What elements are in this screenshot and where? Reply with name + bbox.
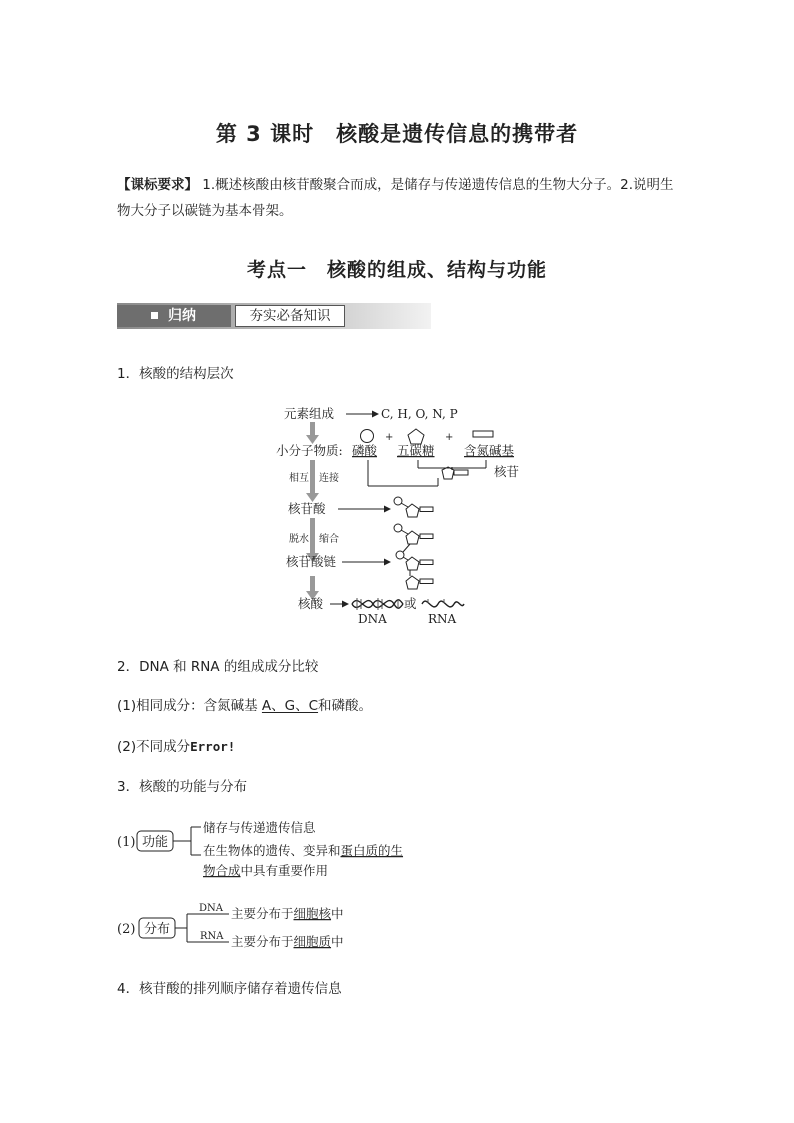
- nucleoside-pentagon-icon: [442, 467, 454, 479]
- phosphate-label: 磷酸: [352, 443, 378, 458]
- curriculum-requirement: [117, 172, 687, 224]
- down-arrow-3: [310, 518, 315, 554]
- square-bullet-icon: [151, 312, 158, 319]
- function-line3: 物合成中具有重要作用: [203, 863, 329, 878]
- distribution-rna: RNA: [200, 931, 224, 942]
- phosphate-circle-icon: [361, 430, 374, 443]
- banner-box: 夯实必备知识: [235, 305, 345, 327]
- item1-heading: 1．核酸的结构层次: [117, 366, 234, 382]
- down-arrow-4: [310, 576, 315, 592]
- rna-label: RNA: [428, 612, 457, 626]
- pentose-label: 五碳糖: [397, 443, 435, 458]
- item2-diff: [117, 735, 235, 755]
- down-arrow-1: [310, 422, 315, 436]
- item4-heading: 4．核苷酸的排列顺序储存着遗传信息: [117, 981, 342, 997]
- plus-2: +: [445, 432, 454, 443]
- step-connect-b: 连接: [319, 473, 339, 484]
- banner-label: 归纳: [168, 308, 196, 324]
- pentose-pentagon-icon: [408, 429, 424, 444]
- function-label: 功能: [142, 835, 169, 850]
- base-label: 含氮碱基: [464, 443, 515, 458]
- requirement-text: 1.概述核酸由核苷酸聚合而成，是储存与传递遗传信息的生物大分子。2.说明生物大分子以碳链为基本骨架。: [117, 177, 674, 219]
- or-label: 或: [404, 596, 417, 611]
- base-rect-icon: [473, 431, 493, 437]
- item2-same: [117, 694, 372, 714]
- elements-value: C, H, O, N, P: [381, 407, 458, 421]
- distribution-rna-text: 主要分布于细胞质中: [231, 934, 344, 949]
- section-title: 考点一 核酸的组成、结构与功能: [246, 259, 547, 281]
- requirement-tag: 【课标要求】: [117, 177, 198, 193]
- diff-prefix: (2)不同成分: [117, 739, 191, 755]
- function-diagram: [115, 812, 435, 880]
- nucleotide-icon: [394, 497, 433, 517]
- step-dehydrate-a: 脱水: [289, 534, 309, 545]
- same-prefix: (1)相同成分：含氮碱基: [117, 698, 262, 714]
- dna-double-helix-icon: [352, 598, 403, 610]
- banner-label-block: [117, 305, 231, 327]
- summary-banner: [117, 303, 431, 329]
- nucleotide-chain-icon: [394, 524, 433, 589]
- same-bases: A、G、C: [261, 698, 319, 714]
- function-line2: 在生物体的遗传、变异和蛋白质的生: [203, 843, 404, 858]
- chain-label: 核苷酸链: [286, 554, 337, 569]
- distribution-diagram: [115, 898, 375, 954]
- plus-1: +: [385, 432, 394, 443]
- nucleotide-label: 核苷酸: [288, 501, 326, 516]
- distribution-label: 分布: [144, 922, 171, 937]
- step-dehydrate-b: 缩合: [319, 534, 339, 545]
- dna-label: DNA: [358, 612, 387, 626]
- step-connect-a: 相互: [289, 473, 309, 484]
- distribution-num: (2): [117, 922, 136, 937]
- function-line1: 储存与传递遗传信息: [203, 820, 316, 835]
- nucleic-acid-structure-diagram: [260, 398, 560, 630]
- item2-heading: 2．DNA 和 RNA 的组成成分比较: [117, 659, 319, 675]
- item3-heading: 3．核酸的功能与分布: [117, 779, 248, 795]
- rna-single-strand-icon: [422, 599, 464, 607]
- small-molecule-label: 小分子物质:: [276, 443, 343, 458]
- distribution-dna: DNA: [199, 903, 223, 914]
- down-arrow-2: [310, 460, 315, 494]
- elements-label: 元素组成: [284, 406, 335, 421]
- same-suffix: 和磷酸。: [318, 698, 373, 714]
- function-num: (1): [117, 835, 136, 850]
- nucleoside-label: 核苷: [494, 464, 520, 479]
- nucleic-acid-label: 核酸: [298, 596, 324, 611]
- page-title: 第 3 课时 核酸是遗传信息的携带者: [215, 122, 579, 146]
- distribution-dna-text: 主要分布于细胞核中: [231, 906, 344, 921]
- diff-error: Error!: [190, 739, 236, 754]
